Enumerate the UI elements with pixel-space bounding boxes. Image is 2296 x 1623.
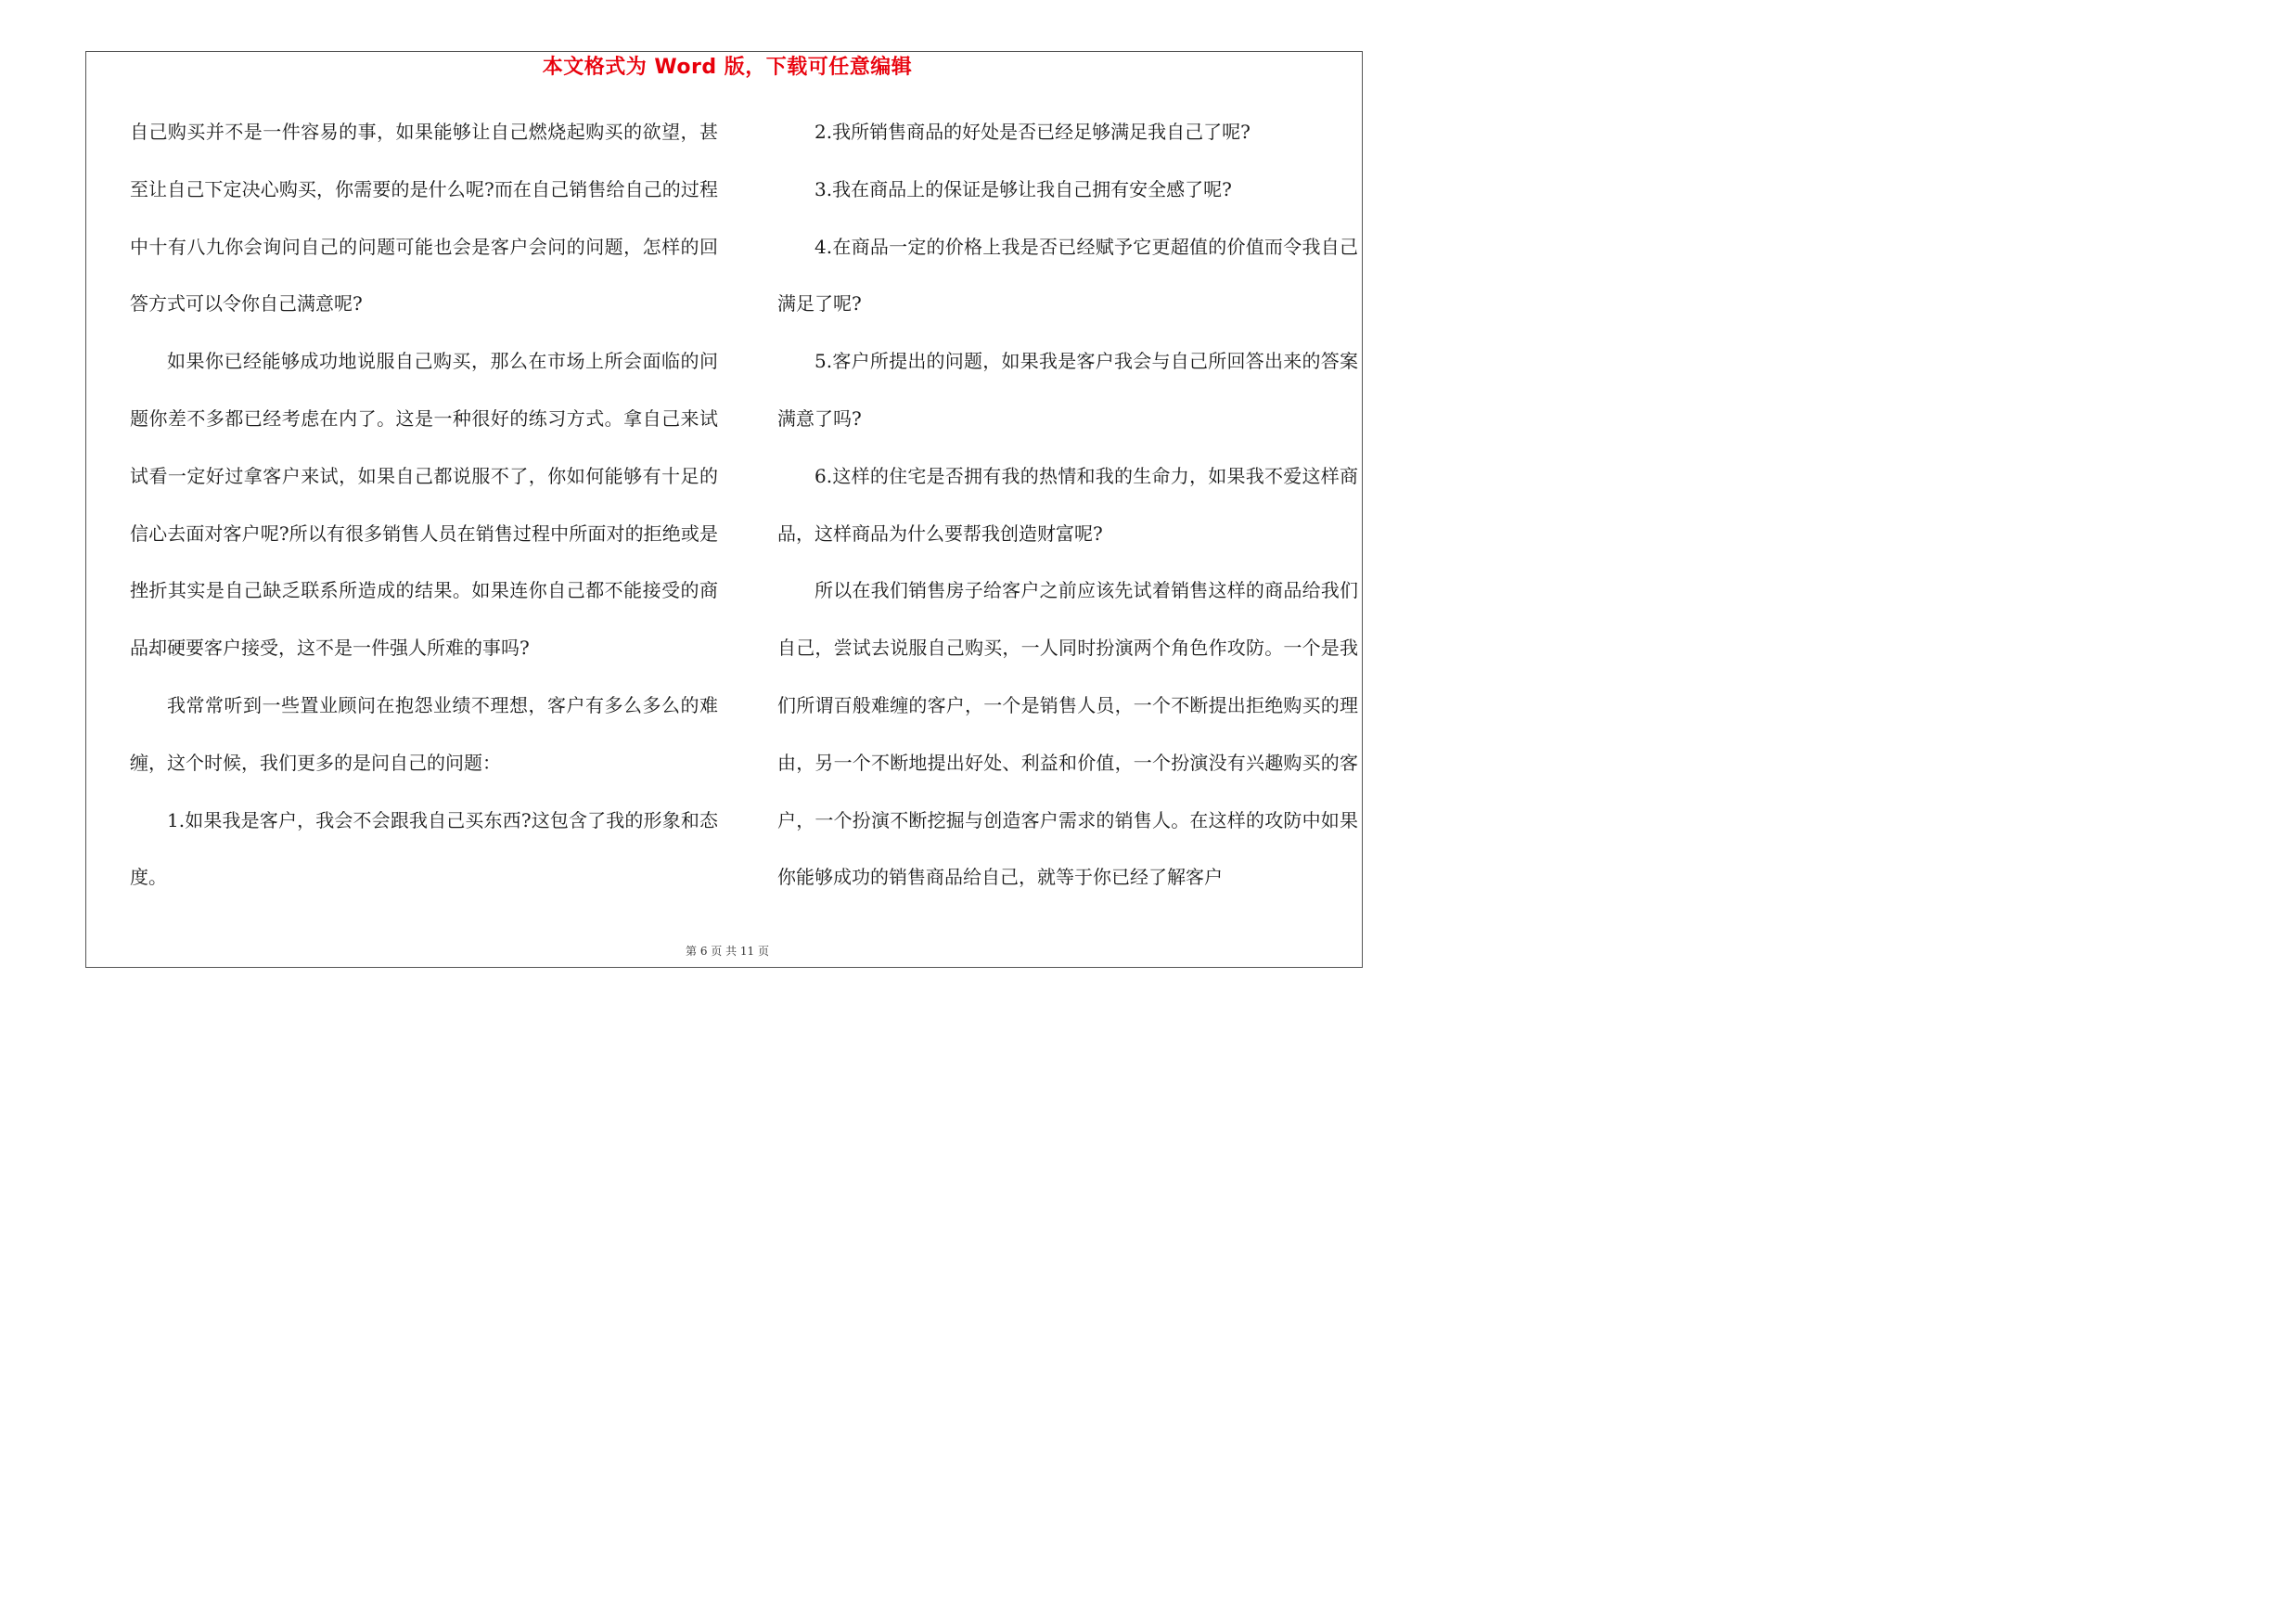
paragraph: 4.在商品一定的价格上我是否已经赋予它更超值的价值而令我自己满足了呢? [777,235,1358,316]
paragraph: 1.如果我是客户，我会不会跟我自己买东西?这包含了我的形象和态度。 [130,808,718,889]
page-number: 第 6 页 共 11 页 [686,945,769,958]
format-banner: 本文格式为 Word 版，下载可任意编辑 [542,56,913,79]
paragraph: 3.我在商品上的保证是够让我自己拥有安全感了呢? [815,177,1232,200]
left-column [130,104,718,907]
paragraph: 所以在我们销售房子给客户之前应该先试着销售这样的商品给我们自己，尝试去说服自己购买，一人同时扮演两个角色作攻防。一个是我们所谓百般难缠的客户，一个是销售人员，一个不断提出拒绝购买的理由，另一个不断地提出好处、利益和价值，一个扮演没有兴趣购买的客户，一个扮演不断挖掘与创造客户需求的销售人。在这样的攻防中如果你能够成功的销售商品给自己，就等于你已经了解客户 [777,579,1358,889]
paragraph: 自己购买并不是一件容易的事，如果能够让自己燃烧起购买的欲望，甚至让自己下定决心购买，你需要的是什么呢?而在自己销售给自己的过程中十有八九你会询问自己的问题可能也会是客户会问的问题，怎样的回答方式可以令你自己满意呢? [130,121,718,316]
paragraph: 2.我所销售商品的好处是否已经足够满足我自己了呢? [815,121,1251,143]
paragraph: 5.客户所提出的问题，如果我是客户我会与自己所回答出来的答案满意了吗? [777,350,1358,430]
paragraph: 如果你已经能够成功地说服自己购买，那么在市场上所会面临的问题你差不多都已经考虑在内了。这是一种很好的练习方式。拿自己来试试看一定好过拿客户来试，如果自己都说服不了，你如何能够有十足的信心去面对客户呢?所以有很多销售人员在销售过程中所面对的拒绝或是挫折其实是自己缺乏联系所造成的结果。如果连你自己都不能接受的商品却硬要客户接受，这不是一件强人所难的事吗? [130,350,718,660]
paragraph: 6.这样的住宅是否拥有我的热情和我的生命力，如果我不爱这样商品，这样商品为什么要帮我创造财富呢? [777,464,1358,545]
paragraph: 我常常听到一些置业顾问在抱怨业绩不理想，客户有多么多么的难缠，这个时候，我们更多的是问自己的问题： [130,693,718,774]
right-column [777,104,1358,907]
